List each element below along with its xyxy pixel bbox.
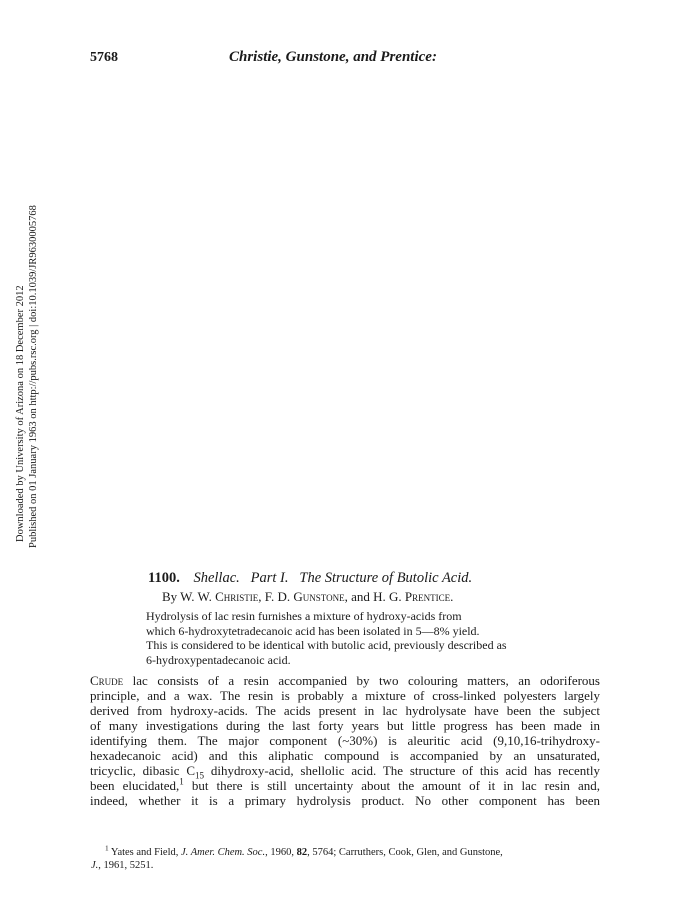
journal-name: J. xyxy=(91,860,99,871)
body-line: of many investigations during the last forty years but little progress has been made in xyxy=(90,718,600,733)
body-line-text: but there is still uncertainty about the amount of it in lac resin and, xyxy=(183,778,600,793)
article-number: 1100. xyxy=(148,570,180,586)
footnote-text: , 1961, 5251. xyxy=(98,860,154,871)
title-series: Shellac. xyxy=(193,570,240,586)
sidebar-doi-line: Published on 01 January 1963 on http://pubs.rsc.org | doi:10.1039/JR9630005768 xyxy=(28,205,39,548)
footnote-marker: 1 xyxy=(105,843,109,853)
body-text xyxy=(90,673,600,808)
journal-name: J. Amer. Chem. Soc. xyxy=(181,847,266,858)
article-title xyxy=(148,570,472,587)
body-line-text: tricyclic, dibasic C xyxy=(90,763,195,778)
footnote-line xyxy=(105,843,600,859)
author-end: . xyxy=(450,589,454,604)
body-line xyxy=(90,673,600,688)
author-line xyxy=(162,589,453,605)
footnote-ref[interactable]: 1 xyxy=(179,776,184,787)
body-line: hexadecanoic acid) and this aliphatic compound is accompanied by an unsaturated, xyxy=(90,748,600,763)
body-line: derived from hydroxy-acids. The acids present in lac hydrolysate have been the subject xyxy=(90,703,600,718)
body-line-text: dihydroxy-acid, shellolic acid. The structure of this acid has recently xyxy=(204,763,600,778)
abstract-line: This is considered to be identical with butolic acid, previously described as xyxy=(146,638,507,652)
body-line xyxy=(90,763,600,781)
abstract-line: which 6-hydroxytetradecanoic acid has been isolated in 5—8% yield. xyxy=(146,623,480,638)
body-line-text: lac consists of a resin accompanied by two colouring matters, an odoriferous xyxy=(123,673,600,688)
body-line: principle, and a wax. The resin is probably a mixture of cross-linked polyesters largely xyxy=(90,688,600,703)
footnote-line xyxy=(91,859,600,872)
author-gunstone: Gunstone xyxy=(293,589,345,604)
sidebar-download-line: Downloaded by University of Arizona on 18 December 2012 xyxy=(15,285,26,542)
author-sep-1: , F. D. xyxy=(258,589,291,604)
abstract-line: 6-hydroxypentadecanoic acid. xyxy=(146,652,291,667)
footnote xyxy=(91,843,600,872)
download-sidebar xyxy=(0,0,40,912)
title-main: The Structure of Butolic Acid. xyxy=(299,570,473,586)
body-line-text: been elucidated, xyxy=(90,778,180,793)
footnote-text: , 5764; Carruthers, Cook, Glen, and Gunstone, xyxy=(307,847,503,858)
volume-number: 82 xyxy=(296,847,308,858)
footnote-text: , 1960, xyxy=(265,847,297,858)
page-number: 5768 xyxy=(90,50,118,65)
body-line: indeed, whether it is a primary hydrolysis product. No other component has been xyxy=(90,793,600,808)
subscript: 15 xyxy=(195,770,205,781)
drop-word: Crude xyxy=(90,673,124,688)
running-head: Christie, Gunstone, and Prentice: xyxy=(229,49,437,65)
title-part: Part I. xyxy=(250,570,289,586)
body-line xyxy=(90,778,600,793)
author-prentice: Prentice xyxy=(404,589,451,604)
author-sep-2: , and H. G. xyxy=(344,589,402,604)
abstract-line: Hydrolysis of lac resin furnishes a mixture of hydroxy-acids from xyxy=(146,609,462,623)
author-christie: Christie xyxy=(215,589,259,604)
body-line: identifying them. The major component (~30%) is aleuritic acid (9,10,16-trihydroxy- xyxy=(90,733,600,748)
author-prefix: By W. W. xyxy=(162,589,212,604)
abstract xyxy=(146,609,576,667)
footnote-text: Yates and Field, xyxy=(108,847,182,858)
